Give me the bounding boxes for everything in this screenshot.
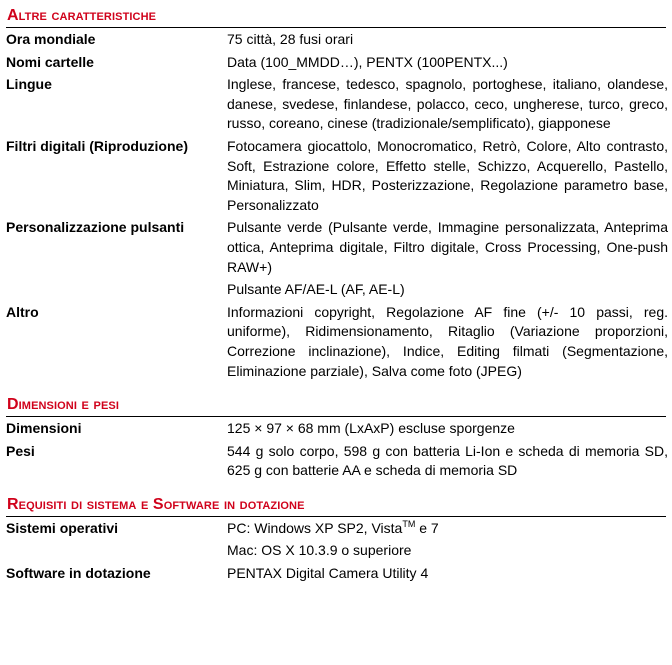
spec-paragraph: Informazioni copyright, Regolazione AF fine (+/- 10 passi, reg. uniforme), Ridimensionamento, Ritaglio (Variazione proporzioni, Correzione inclinazione), Indice, Editing filmati (Segmentazione, Eliminazione parziale), Salva come foto (JPEG) bbox=[227, 303, 668, 379]
spec-row bbox=[6, 218, 666, 299]
section-title: Altre caratteristiche bbox=[6, 6, 666, 28]
spec-paragraph: Pulsante verde (Pulsante verde, Immagine personalizzata, Anteprima ottica, Anteprima digitale, Filtro digitale, Cross Processing, One-push RAW+) bbox=[227, 219, 668, 275]
spec-label: Ora mondiale bbox=[6, 31, 96, 47]
spec-label: Dimensioni bbox=[6, 420, 82, 437]
spec-value bbox=[227, 218, 668, 299]
os-pc-suffix: e 7 bbox=[415, 519, 439, 536]
spec-row bbox=[6, 303, 666, 381]
spec-paragraph: Pulsante AF/AE-L (AF, AE-L) bbox=[227, 281, 405, 298]
spec-value bbox=[227, 137, 668, 215]
spec-label: Sistemi operativi bbox=[6, 519, 119, 536]
spec-paragraph: Inglese, francese, tedesco, spagnolo, portoghese, italiano, olandese, danese, svedese, finlandese, polacco, ceco, ungherese, turco, greco, russo, coreano, cinese (tradizionale/semplificato), giapponese bbox=[227, 76, 668, 132]
spec-label: Personalizzazione pulsanti bbox=[6, 219, 185, 236]
section-altre-caratteristiche bbox=[6, 6, 666, 381]
spec-paragraph: 125 × 97 × 68 mm (LxAxP) escluse sporgenze bbox=[227, 420, 515, 437]
spec-value bbox=[227, 564, 668, 584]
spec-row bbox=[6, 419, 666, 439]
section-requisiti-software bbox=[6, 495, 666, 584]
spec-value bbox=[227, 75, 668, 134]
spec-row bbox=[6, 53, 666, 73]
spec-row bbox=[6, 137, 666, 215]
spec-paragraph: PENTAX Digital Camera Utility 4 bbox=[227, 565, 429, 582]
section-title: Requisiti di sistema e Software in dotazione bbox=[6, 495, 666, 517]
trademark-superscript: TM bbox=[402, 518, 416, 529]
spec-row bbox=[6, 442, 666, 481]
spec-paragraph: Fotocamera giocattolo, Monocromatico, Retrò, Colore, Alto contrasto, Soft, Estrazione colore, Effetto stelle, Schizzo, Acquerello, Pastello, Miniatura, Slim, HDR, Posterizzazione, Regolazione parametro base, Personalizzato bbox=[227, 137, 668, 213]
spec-paragraph: 75 città, 28 fusi orari bbox=[227, 31, 354, 47]
spec-label: Altro bbox=[6, 303, 39, 320]
section-dimensioni-pesi bbox=[6, 395, 666, 481]
spec-value bbox=[227, 53, 668, 73]
spec-label: Software in dotazione bbox=[6, 565, 151, 582]
spec-row bbox=[6, 30, 666, 50]
spec-paragraph: 544 g solo corpo, 598 g con batteria Li-Ion e scheda di memoria SD, 625 g con batterie AA e scheda di memoria SD bbox=[227, 442, 668, 479]
spec-value bbox=[227, 442, 668, 481]
spec-label: Filtri digitali (Riproduzione) bbox=[6, 137, 188, 154]
spec-row bbox=[6, 564, 666, 584]
spec-row bbox=[6, 519, 666, 561]
spec-label: Pesi bbox=[6, 442, 35, 459]
spec-label: Lingue bbox=[6, 76, 52, 93]
spec-value bbox=[227, 419, 668, 439]
spec-paragraph: Data (100_MMDD…), PENTX (100PENTX...) bbox=[227, 53, 508, 70]
section-title: Dimensioni e pesi bbox=[6, 395, 666, 417]
os-pc-text: PC: Windows XP SP2, Vista bbox=[227, 519, 403, 536]
spec-label: Nomi cartelle bbox=[6, 53, 94, 70]
spec-paragraph bbox=[227, 519, 668, 539]
spec-row bbox=[6, 75, 666, 134]
spec-value bbox=[227, 519, 668, 561]
spec-paragraph: Mac: OS X 10.3.9 o superiore bbox=[227, 542, 412, 559]
spec-value bbox=[227, 30, 668, 50]
spec-value bbox=[227, 303, 668, 381]
